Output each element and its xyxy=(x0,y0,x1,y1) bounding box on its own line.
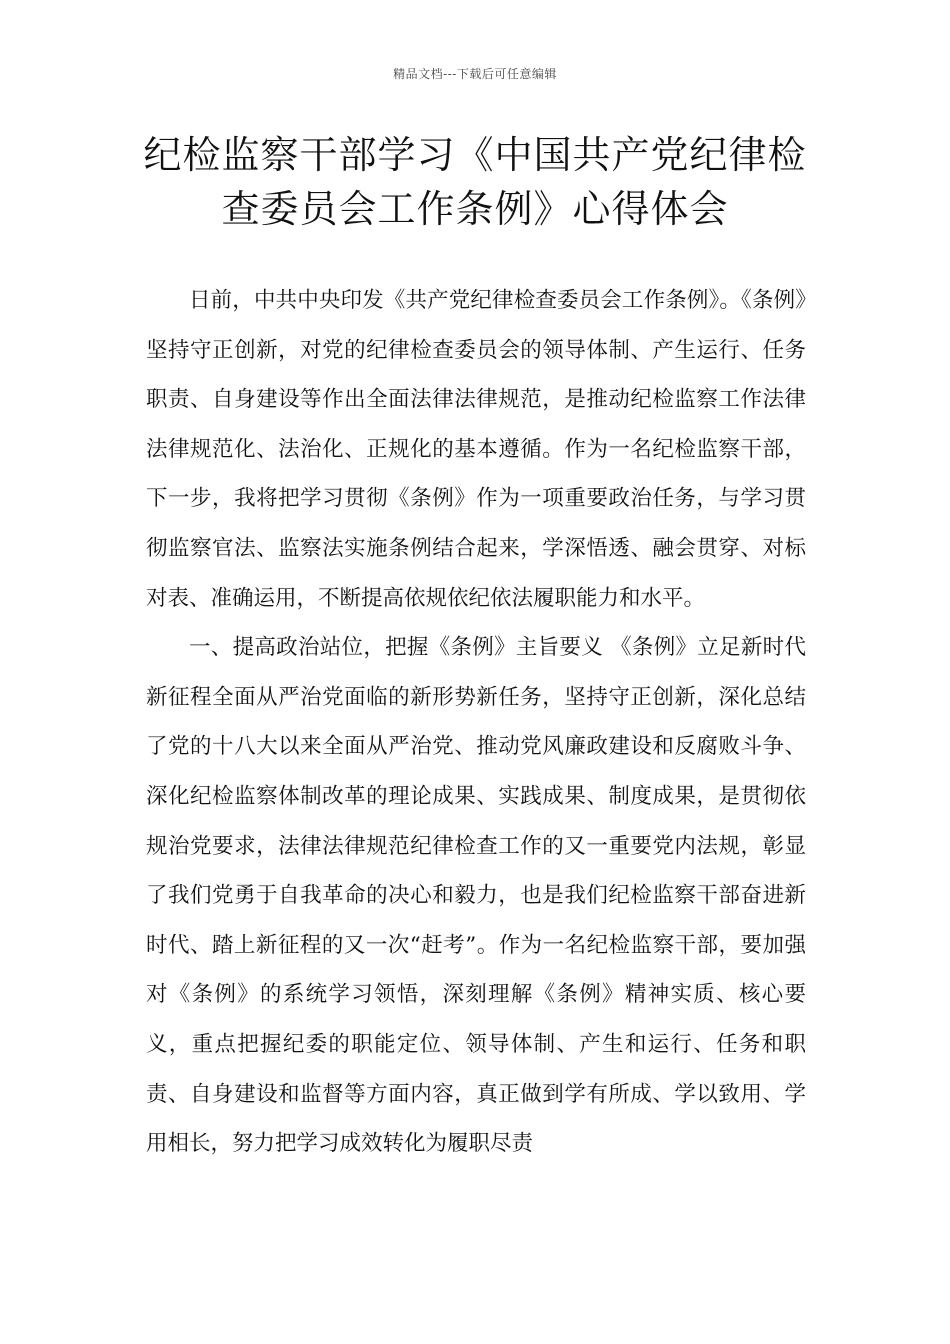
title-line-2: 查委员会工作条例》心得体会 xyxy=(221,187,729,231)
section-1-body: 《条例》立足新时代新征程全面从严治党面临的新形势新任务，坚持守正创新，深化总结了党的十八大以来全面从严治党、推动党风廉政建设和反腐败斗争、深化纪检监察体制改革的理论成果、实践成果、制度成果，是贯彻依规治党要求，法律法律规范纪律检查工作的又一重要党内法规，彰显了我们党勇于自我革命的决心和毅力，也是我们纪检监察干部奋进新时代、踏上新征程的又一次“赶考”。作为一名纪检监察干部，要加强对《条例》的系统学习领悟，深刻理解《条例》精神实质、核心要义，重点把握纪委的职能定位、领导体制、产生和运行、任务和职责、自身建设和监督等方面内容，真正做到学有所成、学以致用、学用相长，努力把学习成效转化为履职尽责 xyxy=(146,635,806,1157)
title-line-1: 纪检监察干部学习《中国共产党纪律检 xyxy=(143,133,807,177)
document-title xyxy=(140,128,810,236)
paragraph-section-1 xyxy=(146,623,806,1169)
document-body xyxy=(146,276,806,1169)
header-note: 精品文档---下载后可任意编辑 xyxy=(393,67,557,81)
section-1-heading: 一、提高政治站位，把握《条例》主旨要义 xyxy=(189,635,604,661)
paragraph-intro: 日前，中共中央印发《共产党纪律检查委员会工作条例》。《条例》坚持守正创新，对党的纪律检查委员会的领导体制、产生运行、任务职责、自身建设等作出全面法律法律规范，是推动纪检监察工作法律法律规范化、法治化、正规化的基本遵循。作为一名纪检监察干部，下一步，我将把学习贯彻《条例》作为一项重要政治任务，与学习贯彻监察官法、监察法实施条例结合起来，学深悟透、融会贯穿、对标对表、准确运用，不断提高依规依纪依法履职能力和水平。 xyxy=(146,288,806,611)
